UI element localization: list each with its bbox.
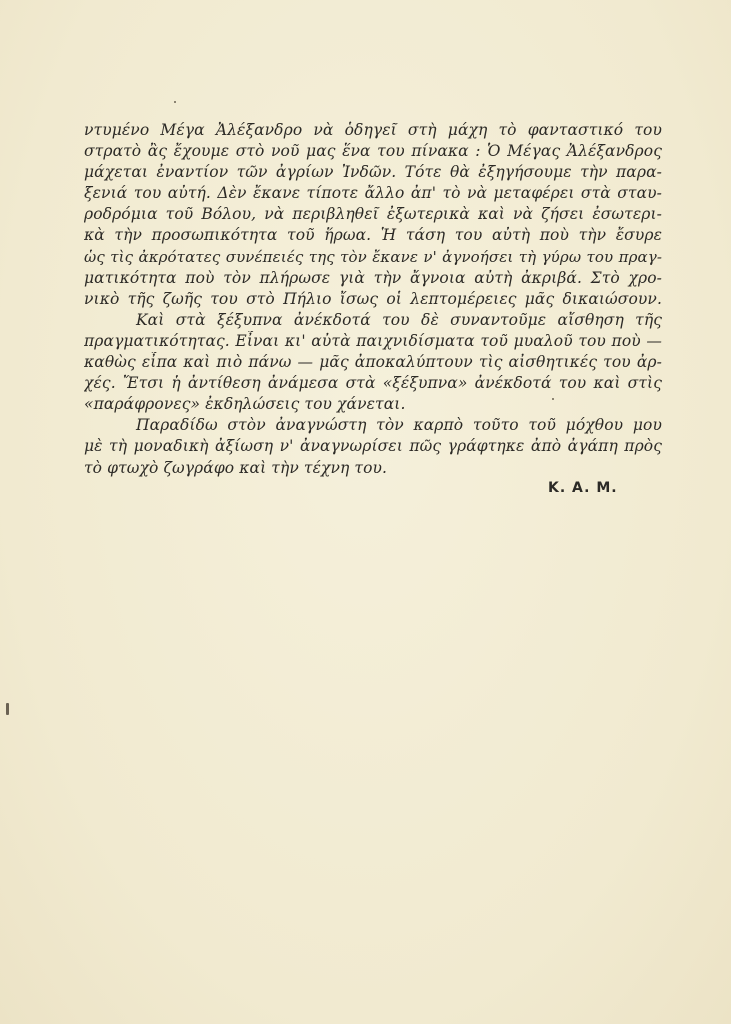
text-line: πραγματικότητας. Εἶναι κι' αὐτὰ παιχνιδίσματα τοῦ μυαλοῦ του ποὺ — xyxy=(84,331,662,350)
text-line: Καὶ στὰ ξέξυπνα ἀνέκδοτά του δὲ συναντοῦμε αἴσθηση τῆς xyxy=(136,310,662,329)
text-line: ντυμένο Μέγα Ἀλέξανδρο νὰ ὁδηγεῖ στὴ μάχη τὸ φανταστικό του xyxy=(84,121,662,139)
margin-mark xyxy=(6,703,9,715)
text-line: ματικότητα ποὺ τὸν πλήρωσε γιὰ τὴν ἄγνοια αὐτὴ ἀκριβά. Στὸ χρο- xyxy=(84,268,662,287)
speck-mark xyxy=(552,398,554,400)
text-line: ροδρόμια τοῦ Βόλου, νὰ περιβληθεῖ ἐξωτερικὰ καὶ νὰ ζήσει ἐσωτερι- xyxy=(84,205,662,224)
text-line: στρατὸ ἂς ἔχουμε στὸ νοῦ μας ἕνα του πίνακα : Ὁ Μέγας Ἀλέξανδρος xyxy=(84,142,662,161)
speck-mark xyxy=(174,101,176,103)
text-line: μάχεται ἐναντίον τῶν ἀγρίων Ἰνδῶν. Τότε θὰ ἐξηγήσουμε τὴν παρα- xyxy=(84,163,662,182)
text-line: Παραδίδω στὸν ἀναγνώστη τὸν καρπὸ τοῦτο τοῦ μόχθου μου xyxy=(136,416,662,435)
body-text xyxy=(84,120,662,479)
text-line: ξενιά του αὐτή. Δὲν ἔκανε τίποτε ἄλλο ἀπ' τὸ νὰ μεταφέρει στὰ σταυ- xyxy=(84,184,662,203)
text-line: κὰ τὴν προσωπικότητα τοῦ ἥρωα. Ἡ τάση του αὐτὴ ποὺ τὴν ἔσυρε xyxy=(84,226,662,245)
text-line: χές. Ἔτσι ἡ ἀντίθεση ἀνάμεσα στὰ «ξέξυπνα» ἀνέκδοτά του καὶ στὶς xyxy=(84,374,662,393)
text-line: «παράφρονες» ἐκδηλώσεις του χάνεται. xyxy=(84,395,406,414)
signature: K. A. M. xyxy=(548,480,618,496)
text-line: νικὸ τῆς ζωῆς του στὸ Πήλιο ἴσως οἱ λεπτομέρειες μᾶς δικαιώσουν. xyxy=(84,289,662,308)
text-line: ὡς τὶς ἀκρότατες συνέπειές της τὸν ἔκανε ν' ἀγνοήσει τὴ γύρω του πραγ- xyxy=(84,247,662,266)
text-line: καθὼς εἶπα καὶ πιὸ πάνω — μᾶς ἀποκαλύπτουν τὶς αἰσθητικές του ἀρ- xyxy=(84,353,662,372)
text-line: μὲ τὴ μοναδικὴ ἀξίωση ν' ἀναγνωρίσει πῶς γράφτηκε ἀπὸ ἀγάπη πρὸς xyxy=(84,437,662,456)
text-line: τὸ φτωχὸ ζωγράφο καὶ τὴν τέχνη του. xyxy=(84,458,388,477)
